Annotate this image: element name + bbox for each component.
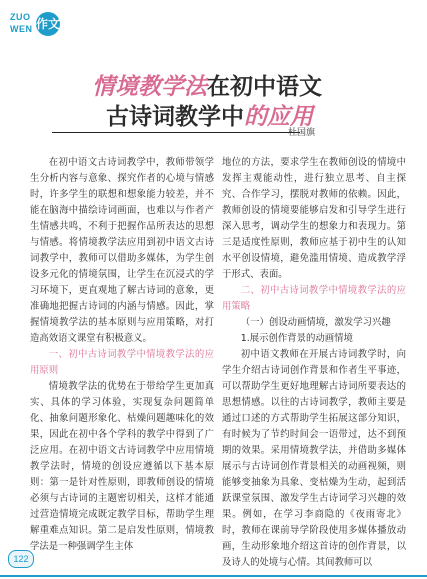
title-underline (52, 132, 300, 133)
paragraph: 初中语文教师在开展古诗词教学时，向学生介绍古诗词创作背景和作者生平事迹，可以帮助学生更好地理解古诗词所要表达的思想情感。以往的古诗词教学，教师主要是通过口述的方式帮助学生拓展这部分知识，有时候为了节约时间会一语带过，达不到预期的效果。采用情境教学法，并借助多媒体展示与古诗词创作背景相关的动画视频，则能够变抽象为具象、变枯燥为生动，起到活跃课堂氛围、激发学生古诗词学习兴趣的效果。例如，在学习李商隐的《夜雨寄北》时，教师在课前导学阶段使用多媒体播放动画，生动形象地介绍这首诗的创作背景，以及诗人的处境与心情。其间教师可以 (222, 349, 406, 568)
section-badge (10, 10, 62, 44)
subsection-heading: （一）创设动画情境，激发学习兴趣 (240, 317, 391, 328)
subsection-heading: 1.展示创作背景的动画情境 (240, 333, 353, 344)
text-column-right (222, 155, 406, 571)
title-line-2 (106, 102, 400, 132)
article-title (70, 72, 400, 132)
paragraph: 在初中语文古诗词教学中，教师带领学生分析内容与意象、探究作者的心境与情感时，许多学生的联想和想象能力较差，并不能在脑海中描绘诗词画面，也难以与作者产生情感共鸣，不利于把握作品所表达的思想与情感。将情境教学法应用到初中语文古诗词教学中，教师可以借助多媒体，为学生创设多元化的情境氛围，让学生在沉浸式的学习环境下，更直观地了解古诗词的意象，更准确地把握古诗词的内涵与情感。因此，掌握情境教学法的基本原则与应用策略，对打造高效语文课堂有积极意义。 (30, 157, 214, 344)
page-number: 122 (8, 550, 34, 568)
paragraph: 地位的方法，要求学生在教师创设的情境中发挥主观能动性，进行独立思考、自主探究、合作学习，摆脱对教师的依赖。因此，教师创设的情境要能够启发和引导学生进行深入思考，调动学生的想象力和表现力。第三是适度性原则，教师应基于初中生的认知水平创设情境，避免滥用情境、造成教学浮于形式、表面。 (222, 157, 406, 280)
title-text: 古诗词教学中 (106, 104, 244, 130)
author-name: 杜国旗 (288, 128, 316, 138)
badge-circle-icon: 作文 (36, 12, 60, 36)
title-keyword: 情境教学法 (92, 74, 207, 100)
title-text: 在初中语文 (207, 74, 322, 100)
title-line-1 (92, 72, 400, 102)
badge-text-wen: WEN (10, 24, 33, 34)
paragraph: 情境教学法的优势在于带给学生更加真实、具体的学习体验，实现复杂问题简单化、抽象问题形象化、枯燥问题趣味化的效果，因此在初中各个学科的教学中得到了广泛应用。在初中语文古诗词教学中应用情境教学法时，情境的创设应遵循以下基本原则：第一是针对性原则，即教师创设的情境必须与古诗词的主题密切相关，这样才能通过营造情境完成既定教学目标，帮助学生理解重难点知识。第二是启发性原则，情境教学法是一种强调学生主体 (30, 381, 214, 552)
section-heading: 一、初中古诗词教学中情境教学法的应用原则 (30, 349, 214, 376)
badge-text-zuo: ZUO (10, 12, 31, 22)
title-keyword: 的应用 (244, 104, 313, 130)
text-column-left (30, 155, 214, 555)
footer-rule (0, 575, 427, 577)
section-heading: 二、初中古诗词教学中情境教学法的应用策略 (222, 285, 406, 312)
